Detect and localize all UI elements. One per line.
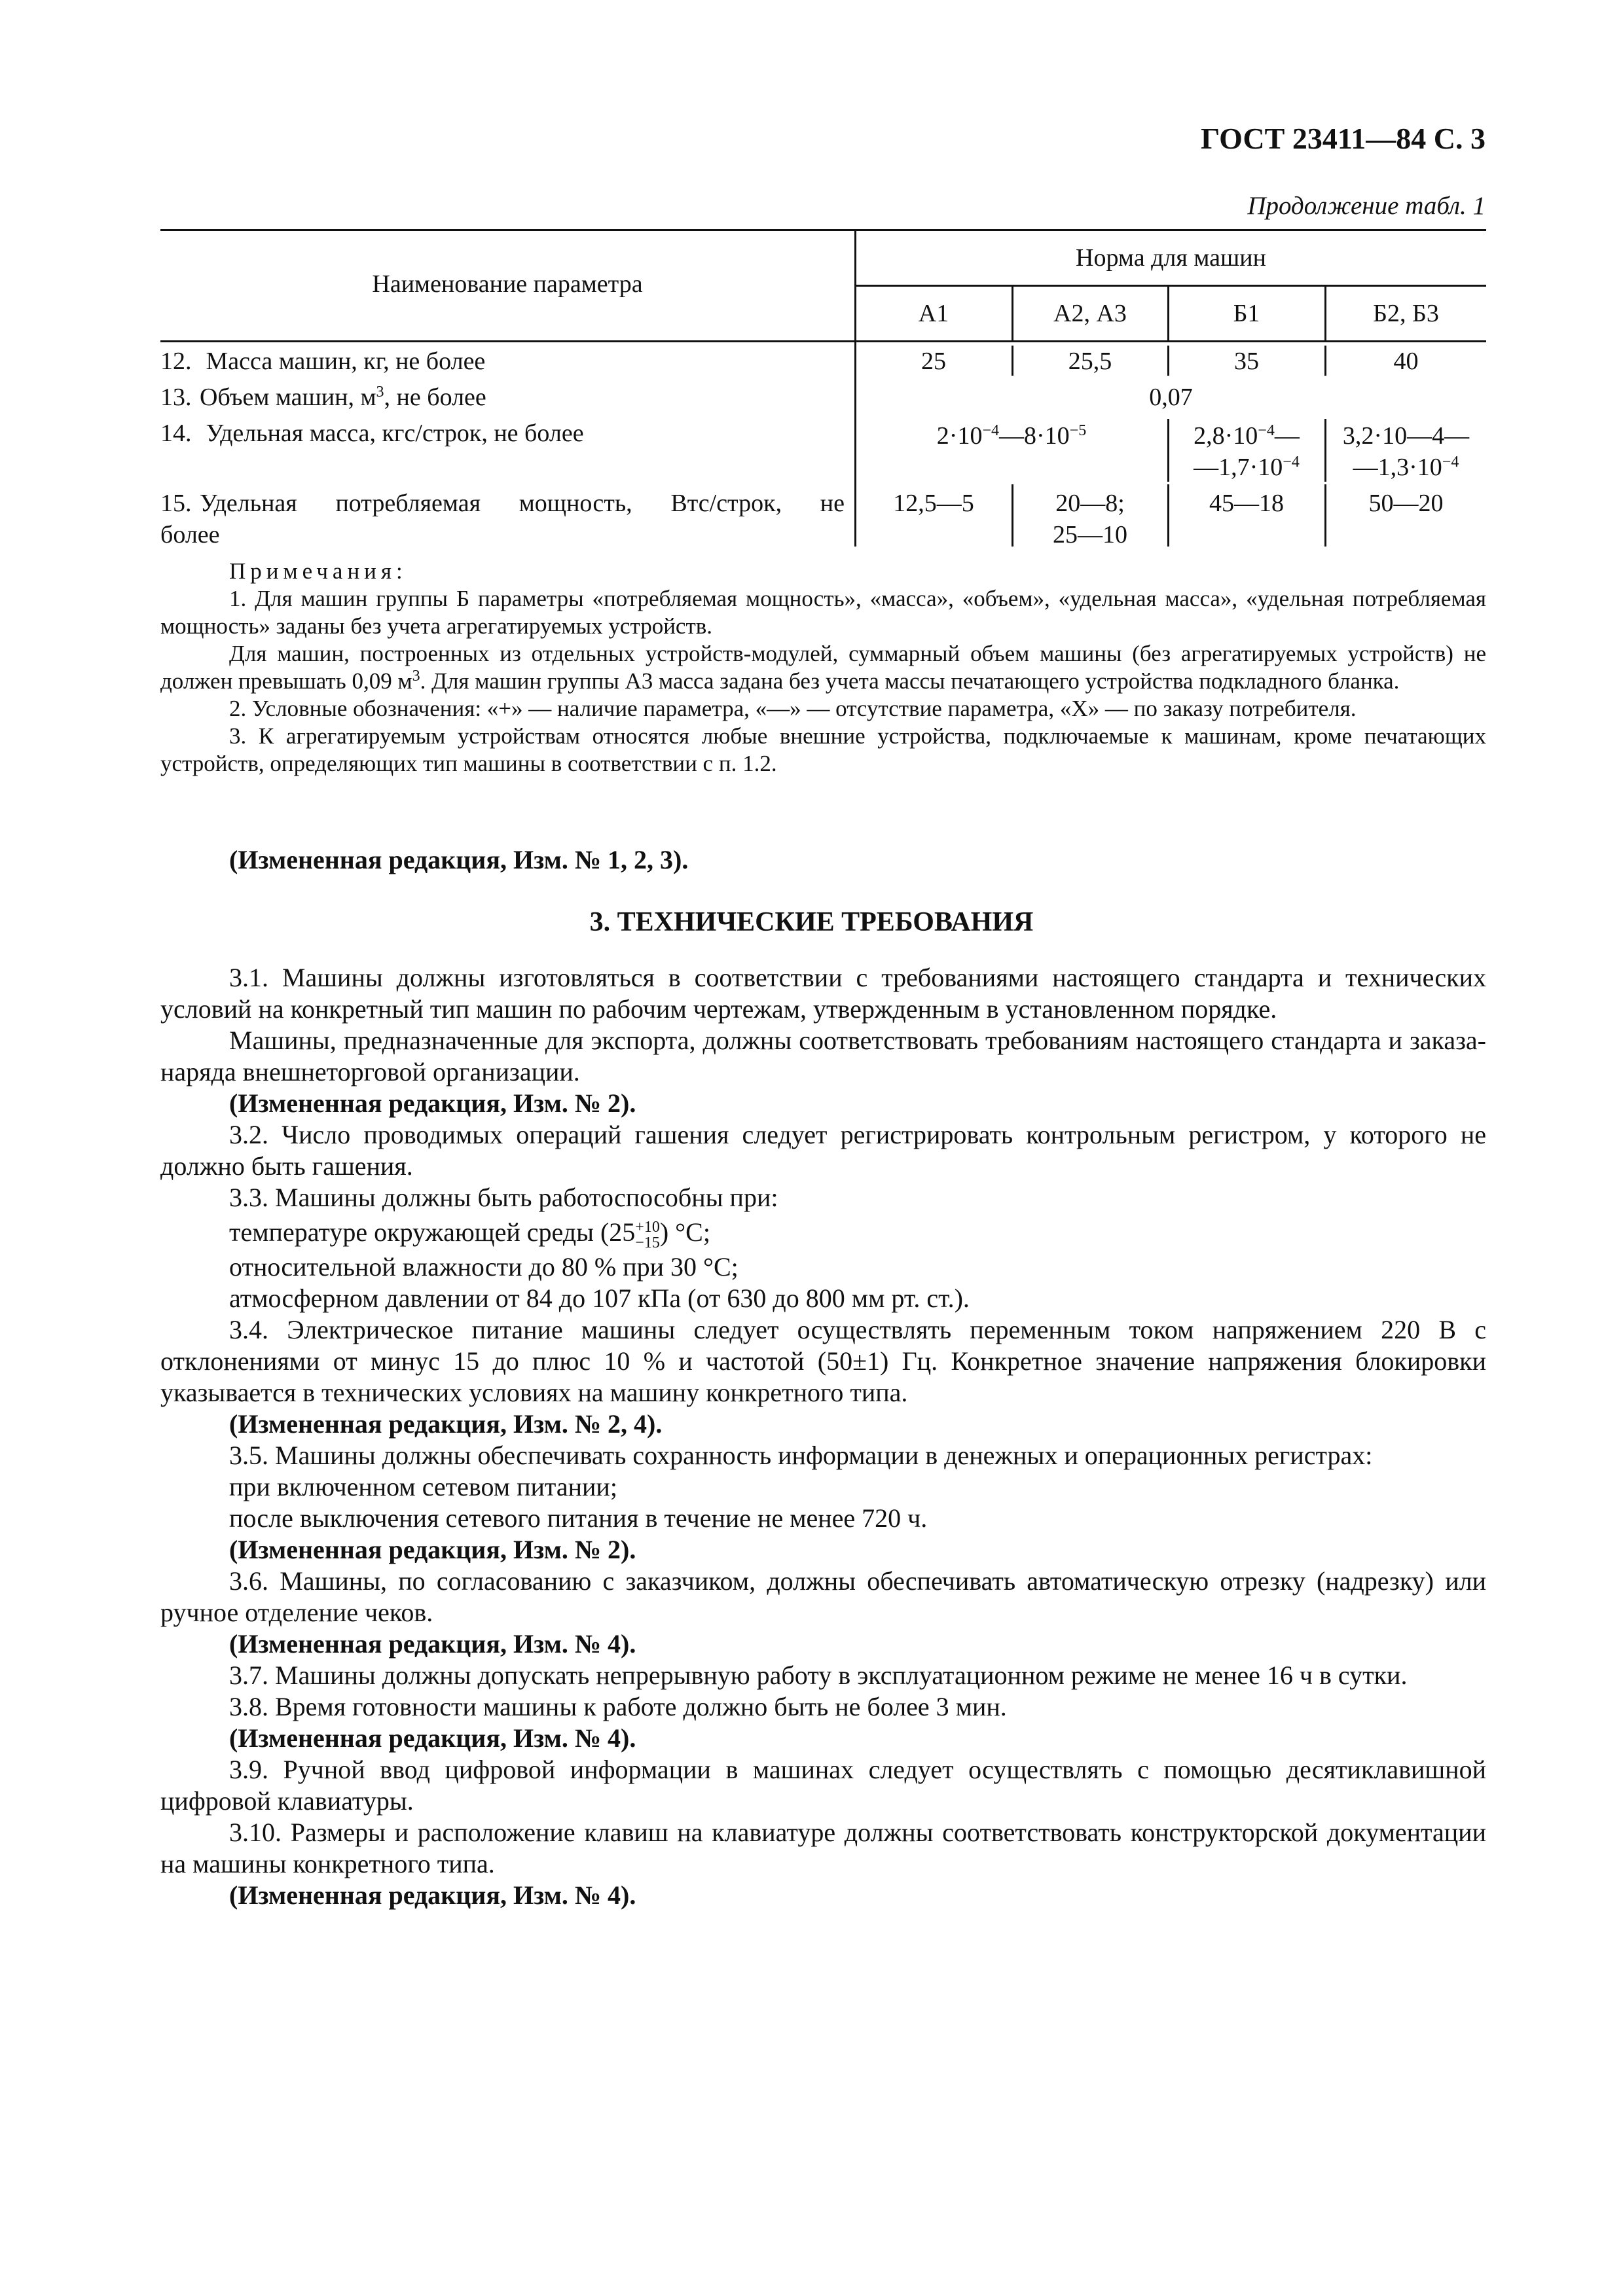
para-3-1: 3.1. Машины должны изготовляться в соответствии с требованиями настоящего стандарта и технических условий на конкретный тип машин по рабочим чертежам, утвержденным в установленном порядке. (160, 963, 1486, 1024)
para-3-5a: при включенном сетевом питании; (229, 1472, 617, 1501)
amendment-note: (Измененная редакция, Изм. № 2). (229, 1088, 636, 1118)
para-3-7: 3.7. Машины должны допускать непрерывную работу в эксплуатационном режиме не менее 16 ч в сутки. (229, 1660, 1408, 1690)
table-header-bottom-rule (160, 340, 1486, 342)
amendment-note: (Измененная редакция, Изм. № 4). (229, 1629, 636, 1659)
notes-title: Примечания: (229, 558, 407, 584)
para-3-3-humidity: относительной влажности до 80 % при 30 °С; (229, 1252, 739, 1282)
para-3-9: 3.9. Ручной ввод цифровой информации в машинах следует осуществлять с помощью десятиклавишной цифровой клавиатуры. (160, 1755, 1486, 1816)
table-row-14-b1-value: $2,8\cdot 10^{-4}—$ $—1,7\cdot 10^{-4}$ (1194, 422, 1300, 481)
table-row-15-a1: 12,5—5 (893, 490, 974, 517)
table-row-14-name: 14. Удельная масса, кгс/строк, не более (160, 420, 584, 447)
table-row-13-name: 13. Объем машин, $м^3$, не более (160, 384, 486, 411)
note-3: 3. К агрегатируемым устройствам относятся любые внешние устройства, подключаемые к машинам, кроме печатающих устройств, определяющих тип машины в соответствии с п. 1.2. (160, 723, 1486, 776)
amendment-note: (Измененная редакция, Изм. № 4). (229, 1880, 636, 1910)
para-3-3-temperature: температуре окружающей среды (25 +10 −15 ) °С; (229, 1217, 710, 1251)
table-row-12-a2: 25,5 (1068, 348, 1112, 375)
para-3-10: 3.10. Размеры и расположение клавиш на клавиатуре должны соответствовать конструкторской документации на машины конкретного типа. (160, 1818, 1486, 1878)
table-subheader-rule (856, 285, 1486, 287)
table-header-col-a1: А1 (918, 300, 949, 327)
table-header-param: Наименование параметра (372, 270, 643, 298)
amendment-note-top: (Измененная редакция, Изм. № 1, 2, 3). (229, 845, 689, 874)
table-row-15-b2: 50—20 (1368, 490, 1444, 517)
table-row-12-b2: 40 (1393, 348, 1419, 375)
para-3-8: 3.8. Время готовности машины к работе должно быть не более 3 мин. (229, 1692, 1007, 1721)
para-3-3-pressure: атмосферном давлении от 84 до 107 кПа (от 630 до 800 мм рт. ст.). (229, 1283, 970, 1313)
table-row-15-b1: 45—18 (1209, 490, 1284, 517)
para-3-3: 3.3. Машины должны быть работоспособны при: (229, 1183, 778, 1212)
para-3-5b: после выключения сетевого питания в течение не менее 720 ч. (229, 1503, 928, 1533)
table-row-14-b2-value: 3,2·10—4— $—1,3\cdot 10^{-4}$ (1342, 422, 1470, 481)
table-row-14-a-value: $2\cdot 10^{-4}—8\cdot 10^{-5}$ (936, 422, 1087, 450)
page-header: ГОСТ 23411—84 С. 3 (1200, 122, 1486, 155)
para-3-4: 3.4. Электрическое питание машины следует осуществлять переменным током напряжением 220 В с отклонениями от минус 15 до плюс 10 % и частотой (50±1) Гц. Конкретное значение напряжения блокировки указывается в технических условиях на машину конкретного типа. (160, 1315, 1486, 1407)
table-top-rule (160, 229, 1486, 231)
section-body (160, 962, 1486, 1911)
table-row-12-b1: 35 (1234, 348, 1259, 375)
para-3-6: 3.6. Машины, по согласованию с заказчиком, должны обеспечивать автоматическую отрезку (надрезку) или ручное отделение чеков. (160, 1566, 1486, 1627)
amendment-note: (Измененная редакция, Изм. № 2, 4). (229, 1409, 663, 1439)
amendment-note: (Измененная редакция, Изм. № 4). (229, 1723, 636, 1753)
table-row-15-name: 15. Удельная потребляемая мощность, Втс/строк, не более (160, 490, 845, 548)
note-2: 2. Условные обозначения: «+» — наличие параметра, «—» — отсутствие параметра, «Х» — по заказу потребителя. (229, 696, 1357, 721)
note-1: 1. Для машин группы Б параметры «потребляемая мощность», «масса», «объем», «удельная масса», «удельная потребляемая мощность» заданы без учета агрегатируемых устройств. (160, 586, 1486, 639)
amendment-note: (Измененная редакция, Изм. № 2). (229, 1535, 636, 1564)
section-title: 3. ТЕХНИЧЕСКИЕ ТРЕБОВАНИЯ (589, 907, 1034, 937)
table-header-col-b1: Б1 (1233, 300, 1260, 327)
para-3-1b: Машины, предназначенные для экспорта, должны соответствовать требованиям настоящего стандарта и заказа-наряда внешнеторговой организации. (160, 1026, 1486, 1086)
table-header-col-a2: А2, А3 (1053, 300, 1127, 327)
table-row-15-a2: 20—8; 25—10 (1053, 490, 1127, 548)
table-row-12-a1: 25 (921, 348, 946, 375)
table-row-12-name: 12. Масса машин, кг, не более (160, 348, 486, 375)
table-header-col-b2: Б2, Б3 (1373, 300, 1439, 327)
table-continuation-label: Продолжение табл. 1 (1247, 192, 1486, 220)
para-3-2: 3.2. Число проводимых операций гашения следует регистрировать контрольным регистром, у которого не должно быть гашения. (160, 1120, 1486, 1181)
table-notes (160, 558, 1486, 778)
table-row-13-value: 0,07 (1149, 384, 1193, 411)
note-1b: Для машин, построенных из отдельных устройств-модулей, суммарный объем машины (без агрегатируемых устройств) не должен превышать 0,09 $м^3$. Для машин группы А3 масса задана без учета массы печатающего устройства подкладного бланка. (160, 641, 1486, 694)
para-3-5: 3.5. Машины должны обеспечивать сохранность информации в денежных и операционных регистрах: (229, 1441, 1373, 1470)
table-header-norm: Норма для машин (1076, 244, 1266, 272)
